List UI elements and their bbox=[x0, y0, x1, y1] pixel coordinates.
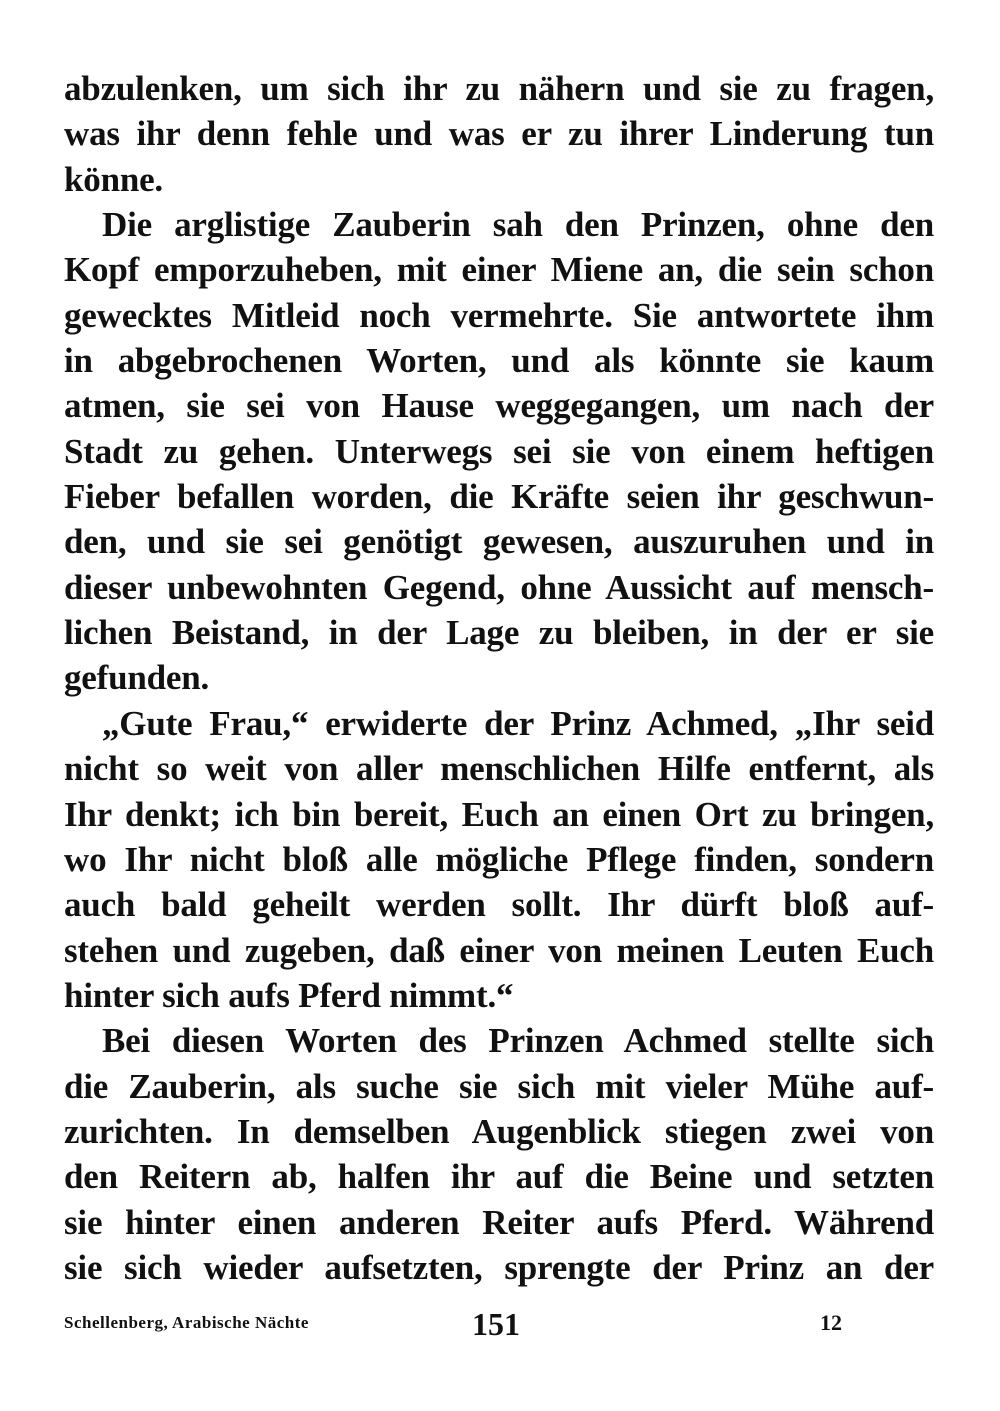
body-text bbox=[64, 66, 934, 1290]
text-line: hinter sich aufs Pferd nimmt.“ bbox=[64, 975, 514, 1015]
text-line: auch bald geheilt werden sollt. Ihr dürft bloß auf- bbox=[64, 885, 934, 925]
text-line: abzulenken, um sich ihr zu nähern und sie zu fragen, bbox=[64, 69, 934, 108]
text-line: atmen, sie sei von Hause weggegangen, um nach der bbox=[64, 386, 934, 426]
text-line: Stadt zu gehen. Unterwegs sei sie von einem heftigen bbox=[64, 431, 934, 471]
text-line: lichen Beistand, in der Lage zu bleiben, in der er sie bbox=[64, 613, 934, 653]
text-line: gewecktes Mitleid noch vermehrte. Sie antwortete ihm bbox=[64, 295, 934, 335]
text-line: könne. bbox=[64, 159, 163, 199]
text-line: sie hinter einen anderen Reiter aufs Pferd. Während bbox=[64, 1202, 934, 1242]
text-line: dieser unbewohnten Gegend, ohne Aussicht auf mensch- bbox=[64, 567, 934, 607]
text-line: Kopf emporzuheben, mit einer Miene an, die sein schon bbox=[64, 250, 934, 290]
text-line: stehen und zugeben, daß einer von meinen Leuten Euch bbox=[64, 930, 934, 970]
text-line: Ihr denkt; ich bin bereit, Euch an einen Ort zu bringen, bbox=[64, 794, 934, 834]
text-line: „Gute Frau,“ erwiderte der Prinz Achmed, „Ihr seid bbox=[102, 703, 934, 743]
text-line: was ihr denn fehle und was er zu ihrer Linderung tun bbox=[64, 114, 934, 154]
text-line: zurichten. In demselben Augenblick stiegen zwei von bbox=[64, 1111, 934, 1151]
text-line: gefunden. bbox=[64, 658, 210, 698]
text-line: wo Ihr nicht bloß alle mögliche Pflege finden, sondern bbox=[64, 839, 934, 879]
text-line: in abgebrochenen Worten, und als könnte sie kaum bbox=[64, 341, 934, 381]
text-line: den Reitern ab, halfen ihr auf die Beine und setzten bbox=[64, 1157, 934, 1197]
text-line: sie sich wieder aufsetzten, sprengte der Prinz an der bbox=[64, 1247, 934, 1287]
text-line: Bei diesen Worten des Prinzen Achmed stellte sich bbox=[102, 1021, 934, 1061]
text-line: Die arglistige Zauberin sah den Prinzen, ohne den bbox=[102, 205, 934, 245]
sheet-number: 12 bbox=[820, 1310, 842, 1335]
text-line: nicht so weit von aller menschlichen Hilfe entfernt, als bbox=[64, 749, 934, 789]
text-line: Fieber befallen worden, die Kräfte seien ihr geschwun- bbox=[64, 477, 934, 517]
printer-signature: Schellenberg, Arabische Nächte bbox=[64, 1313, 309, 1332]
page-number: 151 bbox=[472, 1306, 520, 1342]
text-line: den, und sie sei genötigt gewesen, auszuruhen und in bbox=[64, 522, 934, 562]
text-line: die Zauberin, als suche sie sich mit vieler Mühe auf- bbox=[64, 1066, 934, 1106]
